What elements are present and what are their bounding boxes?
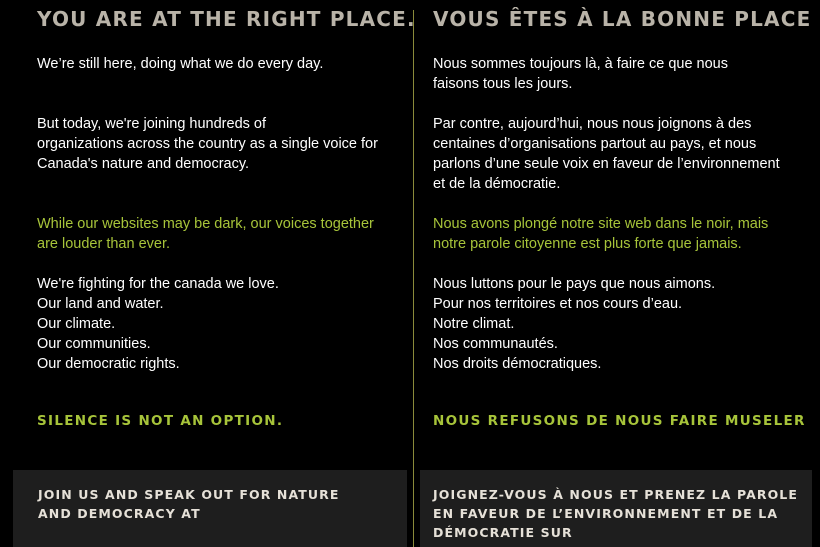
english-joining-line: Canada's nature and democracy. <box>37 156 250 172</box>
english-fighting-line: Our climate. <box>37 316 116 332</box>
french-intro-line: Nous sommes toujours là, à faire ce que nous <box>433 56 728 72</box>
french-joining-line: Par contre, aujourd’hui, nous nous joignons à des <box>433 116 752 132</box>
english-intro: We’re still here, doing what we do every day. <box>37 56 324 72</box>
french-dark-note-line: notre parole citoyenne est plus forte que jamais. <box>433 236 742 252</box>
english-callout: SILENCE IS NOT AN OPTION. <box>37 413 284 429</box>
french-dark-note-line: Nous avons plongé notre site web dans le noir, mais <box>433 216 769 232</box>
french-fighting-line: Nos communautés. <box>433 336 558 352</box>
english-cta-text <box>38 485 340 523</box>
english-joining <box>37 114 378 174</box>
french-cta-line: JOIGNEZ-VOUS À NOUS ET PRENEZ LA PAROLE <box>433 487 799 502</box>
french-cta-text <box>433 485 798 542</box>
french-intro <box>433 54 728 94</box>
english-fighting-line: We're fighting for the canada we love. <box>37 276 279 292</box>
column-divider <box>413 10 414 547</box>
english-cta-panel <box>13 470 407 547</box>
french-heading: VOUS ÊTES À LA BONNE PLACE <box>433 7 812 31</box>
french-fighting-line: Nous luttons pour le pays que nous aimons. <box>433 276 716 292</box>
french-joining <box>433 114 780 194</box>
english-joining-line: But today, we're joining hundreds of <box>37 116 267 132</box>
english-fighting-line: Our democratic rights. <box>37 356 180 372</box>
english-cta-line: AND DEMOCRACY AT <box>38 506 201 521</box>
french-cta-panel <box>420 470 812 547</box>
french-callout: NOUS REFUSONS DE NOUS FAIRE MUSELER <box>433 413 806 429</box>
french-joining-line: et de la démocratie. <box>433 176 561 192</box>
french-fighting-line: Pour nos territoires et nos cours d’eau. <box>433 296 683 312</box>
french-intro-line: faisons tous les jours. <box>433 76 573 92</box>
english-fighting-line: Our communities. <box>37 336 151 352</box>
french-fighting-list <box>433 274 715 374</box>
french-fighting-line: Notre climat. <box>433 316 515 332</box>
french-cta-line: EN FAVEUR DE L’ENVIRONNEMENT ET DE LA <box>433 506 779 521</box>
english-dark-note-line: While our websites may be dark, our voices together <box>37 216 374 232</box>
english-heading: YOU ARE AT THE RIGHT PLACE. <box>37 7 416 31</box>
french-fighting-line: Nos droits démocratiques. <box>433 356 602 372</box>
english-cta-line: JOIN US AND SPEAK OUT FOR NATURE <box>38 487 340 502</box>
french-dark-note <box>433 214 768 254</box>
english-dark-note-line: are louder than ever. <box>37 236 171 252</box>
english-dark-note <box>37 214 374 254</box>
french-cta-line: DÉMOCRATIE SUR <box>433 525 573 540</box>
french-joining-line: parlons d’une seule voix en faveur de l’environnement <box>433 156 780 172</box>
english-fighting-line: Our land and water. <box>37 296 164 312</box>
english-joining-line: organizations across the country as a single voice for <box>37 136 378 152</box>
english-fighting-list <box>37 274 279 374</box>
french-joining-line: centaines d’organisations partout au pays, et nous <box>433 136 757 152</box>
